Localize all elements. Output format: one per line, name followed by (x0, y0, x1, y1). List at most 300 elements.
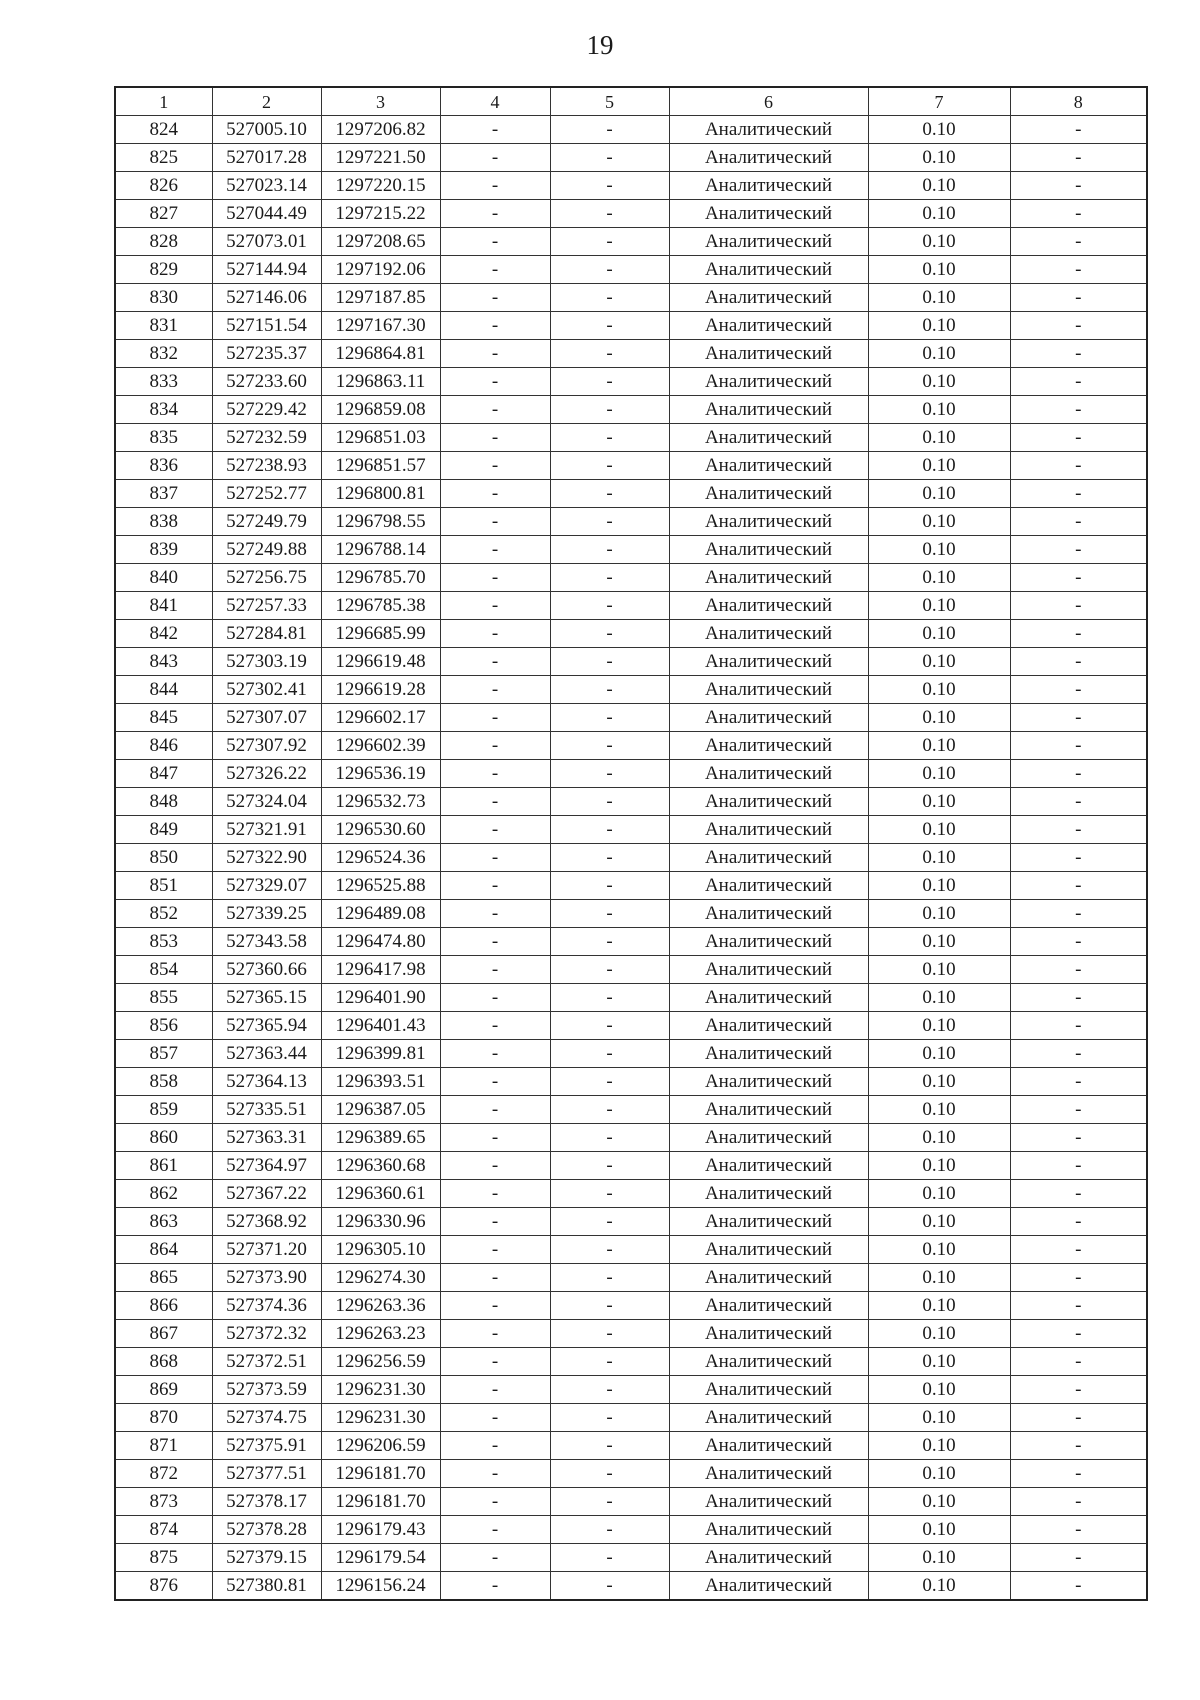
x-coordinate-cell: 527374.36 (212, 1292, 321, 1320)
accuracy-cell: 0.10 (868, 1376, 1010, 1404)
method-cell: Аналитический (669, 1432, 868, 1460)
column-5-cell: - (550, 1068, 669, 1096)
table-row (115, 116, 1147, 144)
column-8-cell: - (1010, 1180, 1147, 1208)
y-coordinate-cell: 1297167.30 (321, 312, 440, 340)
table-row (115, 1348, 1147, 1376)
y-coordinate-cell: 1296274.30 (321, 1264, 440, 1292)
column-8-cell: - (1010, 1096, 1147, 1124)
y-coordinate-cell: 1296181.70 (321, 1488, 440, 1516)
accuracy-cell: 0.10 (868, 312, 1010, 340)
column-header: 8 (1010, 87, 1147, 116)
column-8-cell: - (1010, 676, 1147, 704)
column-header: 4 (440, 87, 550, 116)
table-row (115, 340, 1147, 368)
y-coordinate-cell: 1296231.30 (321, 1404, 440, 1432)
method-cell: Аналитический (669, 228, 868, 256)
y-coordinate-cell: 1296393.51 (321, 1068, 440, 1096)
point-number-cell: 855 (115, 984, 212, 1012)
x-coordinate-cell: 527256.75 (212, 564, 321, 592)
column-8-cell: - (1010, 1432, 1147, 1460)
x-coordinate-cell: 527324.04 (212, 788, 321, 816)
x-coordinate-cell: 527284.81 (212, 620, 321, 648)
method-cell: Аналитический (669, 564, 868, 592)
column-5-cell: - (550, 1488, 669, 1516)
accuracy-cell: 0.10 (868, 760, 1010, 788)
y-coordinate-cell: 1296863.11 (321, 368, 440, 396)
x-coordinate-cell: 527371.20 (212, 1236, 321, 1264)
column-4-cell: - (440, 1432, 550, 1460)
y-coordinate-cell: 1296156.24 (321, 1572, 440, 1601)
column-5-cell: - (550, 1040, 669, 1068)
method-cell: Аналитический (669, 340, 868, 368)
y-coordinate-cell: 1296231.30 (321, 1376, 440, 1404)
column-8-cell: - (1010, 1040, 1147, 1068)
point-number-cell: 868 (115, 1348, 212, 1376)
point-number-cell: 873 (115, 1488, 212, 1516)
x-coordinate-cell: 527373.90 (212, 1264, 321, 1292)
column-4-cell: - (440, 1068, 550, 1096)
point-number-cell: 857 (115, 1040, 212, 1068)
table-row (115, 1460, 1147, 1488)
y-coordinate-cell: 1296206.59 (321, 1432, 440, 1460)
point-number-cell: 864 (115, 1236, 212, 1264)
x-coordinate-cell: 527360.66 (212, 956, 321, 984)
x-coordinate-cell: 527373.59 (212, 1376, 321, 1404)
method-cell: Аналитический (669, 1376, 868, 1404)
method-cell: Аналитический (669, 788, 868, 816)
accuracy-cell: 0.10 (868, 228, 1010, 256)
method-cell: Аналитический (669, 844, 868, 872)
column-5-cell: - (550, 1292, 669, 1320)
column-8-cell: - (1010, 256, 1147, 284)
x-coordinate-cell: 527372.51 (212, 1348, 321, 1376)
x-coordinate-cell: 527252.77 (212, 480, 321, 508)
column-8-cell: - (1010, 984, 1147, 1012)
column-5-cell: - (550, 816, 669, 844)
method-cell: Аналитический (669, 1068, 868, 1096)
column-5-cell: - (550, 1376, 669, 1404)
method-cell: Аналитический (669, 984, 868, 1012)
column-5-cell: - (550, 928, 669, 956)
y-coordinate-cell: 1296785.38 (321, 592, 440, 620)
y-coordinate-cell: 1296536.19 (321, 760, 440, 788)
method-cell: Аналитический (669, 1096, 868, 1124)
table-row (115, 536, 1147, 564)
column-5-cell: - (550, 984, 669, 1012)
table-row (115, 368, 1147, 396)
y-coordinate-cell: 1296525.88 (321, 872, 440, 900)
column-5-cell: - (550, 564, 669, 592)
x-coordinate-cell: 527023.14 (212, 172, 321, 200)
table-row (115, 788, 1147, 816)
x-coordinate-cell: 527322.90 (212, 844, 321, 872)
x-coordinate-cell: 527365.15 (212, 984, 321, 1012)
accuracy-cell: 0.10 (868, 368, 1010, 396)
x-coordinate-cell: 527372.32 (212, 1320, 321, 1348)
x-coordinate-cell: 527329.07 (212, 872, 321, 900)
x-coordinate-cell: 527233.60 (212, 368, 321, 396)
method-cell: Аналитический (669, 1544, 868, 1572)
column-8-cell: - (1010, 1544, 1147, 1572)
column-4-cell: - (440, 424, 550, 452)
y-coordinate-cell: 1297192.06 (321, 256, 440, 284)
x-coordinate-cell: 527368.92 (212, 1208, 321, 1236)
column-header: 3 (321, 87, 440, 116)
table-row (115, 480, 1147, 508)
method-cell: Аналитический (669, 452, 868, 480)
x-coordinate-cell: 527238.93 (212, 452, 321, 480)
column-8-cell: - (1010, 340, 1147, 368)
x-coordinate-cell: 527249.79 (212, 508, 321, 536)
column-4-cell: - (440, 1404, 550, 1432)
column-5-cell: - (550, 648, 669, 676)
x-coordinate-cell: 527365.94 (212, 1012, 321, 1040)
point-number-cell: 866 (115, 1292, 212, 1320)
accuracy-cell: 0.10 (868, 984, 1010, 1012)
column-5-cell: - (550, 1236, 669, 1264)
x-coordinate-cell: 527146.06 (212, 284, 321, 312)
point-number-cell: 828 (115, 228, 212, 256)
column-4-cell: - (440, 1208, 550, 1236)
point-number-cell: 849 (115, 816, 212, 844)
method-cell: Аналитический (669, 704, 868, 732)
table-row (115, 1376, 1147, 1404)
column-5-cell: - (550, 256, 669, 284)
method-cell: Аналитический (669, 1488, 868, 1516)
column-4-cell: - (440, 1040, 550, 1068)
x-coordinate-cell: 527249.88 (212, 536, 321, 564)
accuracy-cell: 0.10 (868, 844, 1010, 872)
accuracy-cell: 0.10 (868, 116, 1010, 144)
method-cell: Аналитический (669, 1124, 868, 1152)
table-row (115, 172, 1147, 200)
point-number-cell: 859 (115, 1096, 212, 1124)
column-4-cell: - (440, 900, 550, 928)
table-row (115, 1488, 1147, 1516)
table-row (115, 592, 1147, 620)
table-row (115, 1544, 1147, 1572)
y-coordinate-cell: 1296851.57 (321, 452, 440, 480)
point-number-cell: 841 (115, 592, 212, 620)
method-cell: Аналитический (669, 1040, 868, 1068)
y-coordinate-cell: 1296851.03 (321, 424, 440, 452)
column-5-cell: - (550, 1404, 669, 1432)
column-8-cell: - (1010, 1376, 1147, 1404)
x-coordinate-cell: 527363.44 (212, 1040, 321, 1068)
method-cell: Аналитический (669, 1516, 868, 1544)
column-5-cell: - (550, 144, 669, 172)
column-header: 5 (550, 87, 669, 116)
point-number-cell: 847 (115, 760, 212, 788)
column-8-cell: - (1010, 1404, 1147, 1432)
x-coordinate-cell: 527335.51 (212, 1096, 321, 1124)
column-8-cell: - (1010, 844, 1147, 872)
column-5-cell: - (550, 116, 669, 144)
column-8-cell: - (1010, 116, 1147, 144)
column-8-cell: - (1010, 396, 1147, 424)
column-5-cell: - (550, 536, 669, 564)
column-8-cell: - (1010, 592, 1147, 620)
accuracy-cell: 0.10 (868, 1040, 1010, 1068)
method-cell: Аналитический (669, 1404, 868, 1432)
y-coordinate-cell: 1296263.36 (321, 1292, 440, 1320)
point-number-cell: 871 (115, 1432, 212, 1460)
method-cell: Аналитический (669, 620, 868, 648)
y-coordinate-cell: 1297208.65 (321, 228, 440, 256)
point-number-cell: 845 (115, 704, 212, 732)
y-coordinate-cell: 1296800.81 (321, 480, 440, 508)
column-8-cell: - (1010, 200, 1147, 228)
column-4-cell: - (440, 1292, 550, 1320)
accuracy-cell: 0.10 (868, 704, 1010, 732)
point-number-cell: 831 (115, 312, 212, 340)
column-8-cell: - (1010, 452, 1147, 480)
accuracy-cell: 0.10 (868, 452, 1010, 480)
table-row (115, 1096, 1147, 1124)
column-5-cell: - (550, 1208, 669, 1236)
column-8-cell: - (1010, 816, 1147, 844)
x-coordinate-cell: 527307.92 (212, 732, 321, 760)
accuracy-cell: 0.10 (868, 1152, 1010, 1180)
accuracy-cell: 0.10 (868, 1404, 1010, 1432)
x-coordinate-cell: 527378.17 (212, 1488, 321, 1516)
column-4-cell: - (440, 1264, 550, 1292)
table-row (115, 872, 1147, 900)
x-coordinate-cell: 527235.37 (212, 340, 321, 368)
method-cell: Аналитический (669, 676, 868, 704)
column-8-cell: - (1010, 228, 1147, 256)
column-4-cell: - (440, 228, 550, 256)
column-8-cell: - (1010, 928, 1147, 956)
y-coordinate-cell: 1296179.54 (321, 1544, 440, 1572)
x-coordinate-cell: 527367.22 (212, 1180, 321, 1208)
column-4-cell: - (440, 1544, 550, 1572)
column-5-cell: - (550, 872, 669, 900)
table-row (115, 984, 1147, 1012)
method-cell: Аналитический (669, 396, 868, 424)
method-cell: Аналитический (669, 1264, 868, 1292)
point-number-cell: 860 (115, 1124, 212, 1152)
column-8-cell: - (1010, 1236, 1147, 1264)
column-5-cell: - (550, 172, 669, 200)
column-4-cell: - (440, 1460, 550, 1488)
method-cell: Аналитический (669, 1572, 868, 1601)
column-4-cell: - (440, 844, 550, 872)
column-4-cell: - (440, 1096, 550, 1124)
point-number-cell: 851 (115, 872, 212, 900)
header-row (115, 87, 1147, 116)
column-8-cell: - (1010, 1320, 1147, 1348)
column-5-cell: - (550, 368, 669, 396)
table-row (115, 956, 1147, 984)
x-coordinate-cell: 527321.91 (212, 816, 321, 844)
column-5-cell: - (550, 452, 669, 480)
y-coordinate-cell: 1297206.82 (321, 116, 440, 144)
column-8-cell: - (1010, 1516, 1147, 1544)
method-cell: Аналитический (669, 172, 868, 200)
point-number-cell: 835 (115, 424, 212, 452)
column-header: 6 (669, 87, 868, 116)
column-5-cell: - (550, 200, 669, 228)
table-body (115, 87, 1147, 1600)
y-coordinate-cell: 1296256.59 (321, 1348, 440, 1376)
point-number-cell: 852 (115, 900, 212, 928)
column-4-cell: - (440, 648, 550, 676)
point-number-cell: 858 (115, 1068, 212, 1096)
column-4-cell: - (440, 760, 550, 788)
method-cell: Аналитический (669, 284, 868, 312)
point-number-cell: 837 (115, 480, 212, 508)
y-coordinate-cell: 1296389.65 (321, 1124, 440, 1152)
column-5-cell: - (550, 620, 669, 648)
y-coordinate-cell: 1296602.17 (321, 704, 440, 732)
column-header: 7 (868, 87, 1010, 116)
table-row (115, 1516, 1147, 1544)
method-cell: Аналитический (669, 1236, 868, 1264)
x-coordinate-cell: 527302.41 (212, 676, 321, 704)
y-coordinate-cell: 1296864.81 (321, 340, 440, 368)
column-4-cell: - (440, 1376, 550, 1404)
column-4-cell: - (440, 1012, 550, 1040)
y-coordinate-cell: 1296602.39 (321, 732, 440, 760)
accuracy-cell: 0.10 (868, 592, 1010, 620)
column-4-cell: - (440, 1348, 550, 1376)
point-number-cell: 875 (115, 1544, 212, 1572)
y-coordinate-cell: 1297187.85 (321, 284, 440, 312)
x-coordinate-cell: 527380.81 (212, 1572, 321, 1601)
column-5-cell: - (550, 676, 669, 704)
point-number-cell: 825 (115, 144, 212, 172)
table-row (115, 900, 1147, 928)
method-cell: Аналитический (669, 368, 868, 396)
accuracy-cell: 0.10 (868, 1460, 1010, 1488)
column-5-cell: - (550, 956, 669, 984)
method-cell: Аналитический (669, 956, 868, 984)
accuracy-cell: 0.10 (868, 1488, 1010, 1516)
accuracy-cell: 0.10 (868, 900, 1010, 928)
accuracy-cell: 0.10 (868, 816, 1010, 844)
accuracy-cell: 0.10 (868, 620, 1010, 648)
column-8-cell: - (1010, 704, 1147, 732)
column-5-cell: - (550, 1264, 669, 1292)
x-coordinate-cell: 527326.22 (212, 760, 321, 788)
accuracy-cell: 0.10 (868, 536, 1010, 564)
column-header: 1 (115, 87, 212, 116)
column-5-cell: - (550, 1432, 669, 1460)
accuracy-cell: 0.10 (868, 1012, 1010, 1040)
x-coordinate-cell: 527257.33 (212, 592, 321, 620)
point-number-cell: 836 (115, 452, 212, 480)
y-coordinate-cell: 1296532.73 (321, 788, 440, 816)
column-8-cell: - (1010, 788, 1147, 816)
accuracy-cell: 0.10 (868, 340, 1010, 368)
table-row (115, 1404, 1147, 1432)
column-5-cell: - (550, 480, 669, 508)
accuracy-cell: 0.10 (868, 284, 1010, 312)
point-number-cell: 829 (115, 256, 212, 284)
column-8-cell: - (1010, 312, 1147, 340)
accuracy-cell: 0.10 (868, 1180, 1010, 1208)
table-row (115, 1236, 1147, 1264)
table-row (115, 1180, 1147, 1208)
y-coordinate-cell: 1296619.48 (321, 648, 440, 676)
point-number-cell: 839 (115, 536, 212, 564)
column-4-cell: - (440, 1572, 550, 1601)
column-8-cell: - (1010, 1124, 1147, 1152)
accuracy-cell: 0.10 (868, 676, 1010, 704)
y-coordinate-cell: 1296360.68 (321, 1152, 440, 1180)
column-8-cell: - (1010, 1012, 1147, 1040)
column-8-cell: - (1010, 956, 1147, 984)
method-cell: Аналитический (669, 1320, 868, 1348)
column-4-cell: - (440, 312, 550, 340)
column-5-cell: - (550, 284, 669, 312)
table-row (115, 816, 1147, 844)
method-cell: Аналитический (669, 1012, 868, 1040)
method-cell: Аналитический (669, 1460, 868, 1488)
column-4-cell: - (440, 508, 550, 536)
accuracy-cell: 0.10 (868, 1236, 1010, 1264)
column-8-cell: - (1010, 1152, 1147, 1180)
y-coordinate-cell: 1296330.96 (321, 1208, 440, 1236)
accuracy-cell: 0.10 (868, 1096, 1010, 1124)
table-row (115, 1264, 1147, 1292)
point-number-cell: 844 (115, 676, 212, 704)
y-coordinate-cell: 1296859.08 (321, 396, 440, 424)
table-row (115, 424, 1147, 452)
column-4-cell: - (440, 592, 550, 620)
point-number-cell: 826 (115, 172, 212, 200)
column-4-cell: - (440, 480, 550, 508)
table-row (115, 1068, 1147, 1096)
accuracy-cell: 0.10 (868, 200, 1010, 228)
accuracy-cell: 0.10 (868, 396, 1010, 424)
column-5-cell: - (550, 592, 669, 620)
column-5-cell: - (550, 760, 669, 788)
table-row (115, 676, 1147, 704)
column-4-cell: - (440, 816, 550, 844)
column-4-cell: - (440, 284, 550, 312)
table-row (115, 620, 1147, 648)
point-number-cell: 832 (115, 340, 212, 368)
column-8-cell: - (1010, 1292, 1147, 1320)
column-5-cell: - (550, 788, 669, 816)
y-coordinate-cell: 1296360.61 (321, 1180, 440, 1208)
accuracy-cell: 0.10 (868, 1320, 1010, 1348)
point-number-cell: 854 (115, 956, 212, 984)
point-number-cell: 861 (115, 1152, 212, 1180)
column-4-cell: - (440, 704, 550, 732)
accuracy-cell: 0.10 (868, 508, 1010, 536)
column-4-cell: - (440, 116, 550, 144)
column-4-cell: - (440, 956, 550, 984)
y-coordinate-cell: 1297221.50 (321, 144, 440, 172)
method-cell: Аналитический (669, 900, 868, 928)
y-coordinate-cell: 1296798.55 (321, 508, 440, 536)
x-coordinate-cell: 527363.31 (212, 1124, 321, 1152)
accuracy-cell: 0.10 (868, 144, 1010, 172)
accuracy-cell: 0.10 (868, 172, 1010, 200)
table-row (115, 312, 1147, 340)
column-8-cell: - (1010, 144, 1147, 172)
column-8-cell: - (1010, 172, 1147, 200)
point-number-cell: 833 (115, 368, 212, 396)
table-row (115, 256, 1147, 284)
column-8-cell: - (1010, 1068, 1147, 1096)
y-coordinate-cell: 1296489.08 (321, 900, 440, 928)
column-5-cell: - (550, 1572, 669, 1601)
